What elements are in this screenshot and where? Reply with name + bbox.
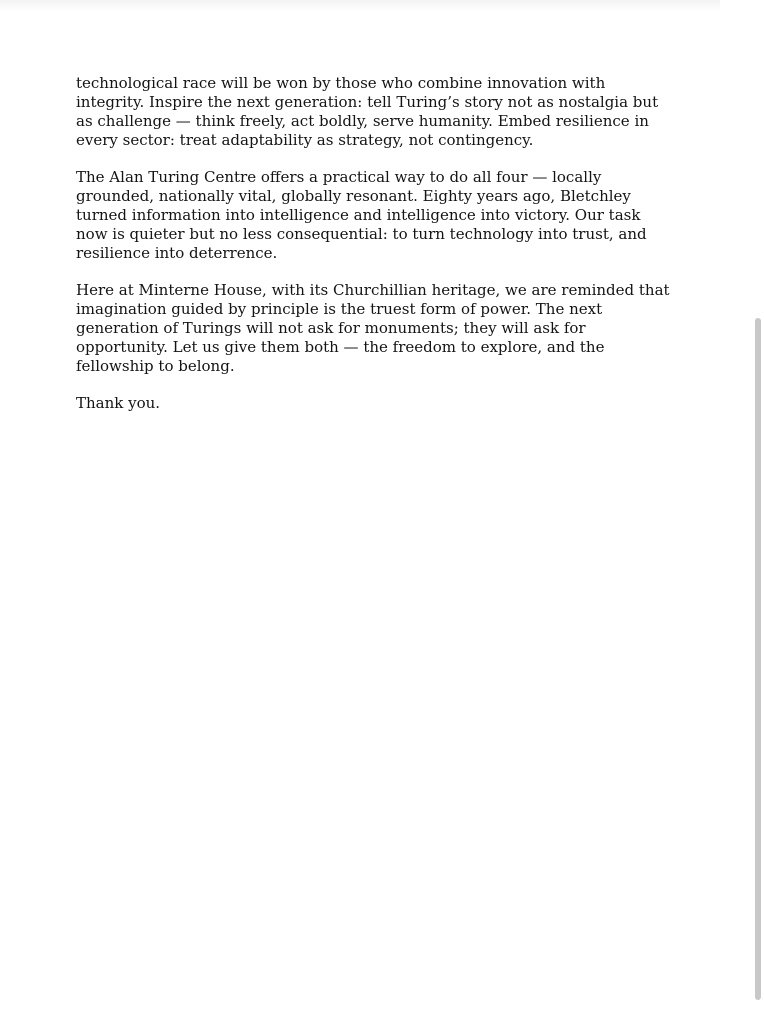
scrollbar[interactable] <box>752 0 764 1024</box>
paragraph: Here at Minterne House, with its Churchillian heritage, we are reminded that imagination guided by principle is the truest form of power. The next generation of Turings will not ask for monuments; they will ask for opportunity. Let us give them both — the freedom to explore, and the fellowship to belong. <box>76 281 670 375</box>
page-top-edge <box>0 0 720 12</box>
scrollbar-thumb[interactable] <box>755 318 761 1000</box>
document-body <box>76 74 676 431</box>
paragraph: technological race will be won by those who combine innovation with integrity. Inspire the next generation: tell Turing’s story not as nostalgia but as challenge — think freely, act boldly, serve humanity. Embed resilience in every sector: treat adaptability as strategy, not contingency. <box>76 74 659 149</box>
closing-line: Thank you. <box>76 394 161 412</box>
paragraph: The Alan Turing Centre offers a practical way to do all four — locally grounded, nationally vital, globally resonant. Eighty years ago, Bletchley turned information into intelligence and intelligence into victory. Our task now is quieter but no less consequential: to turn technology into trust, and resilience into deterrence. <box>76 168 647 262</box>
